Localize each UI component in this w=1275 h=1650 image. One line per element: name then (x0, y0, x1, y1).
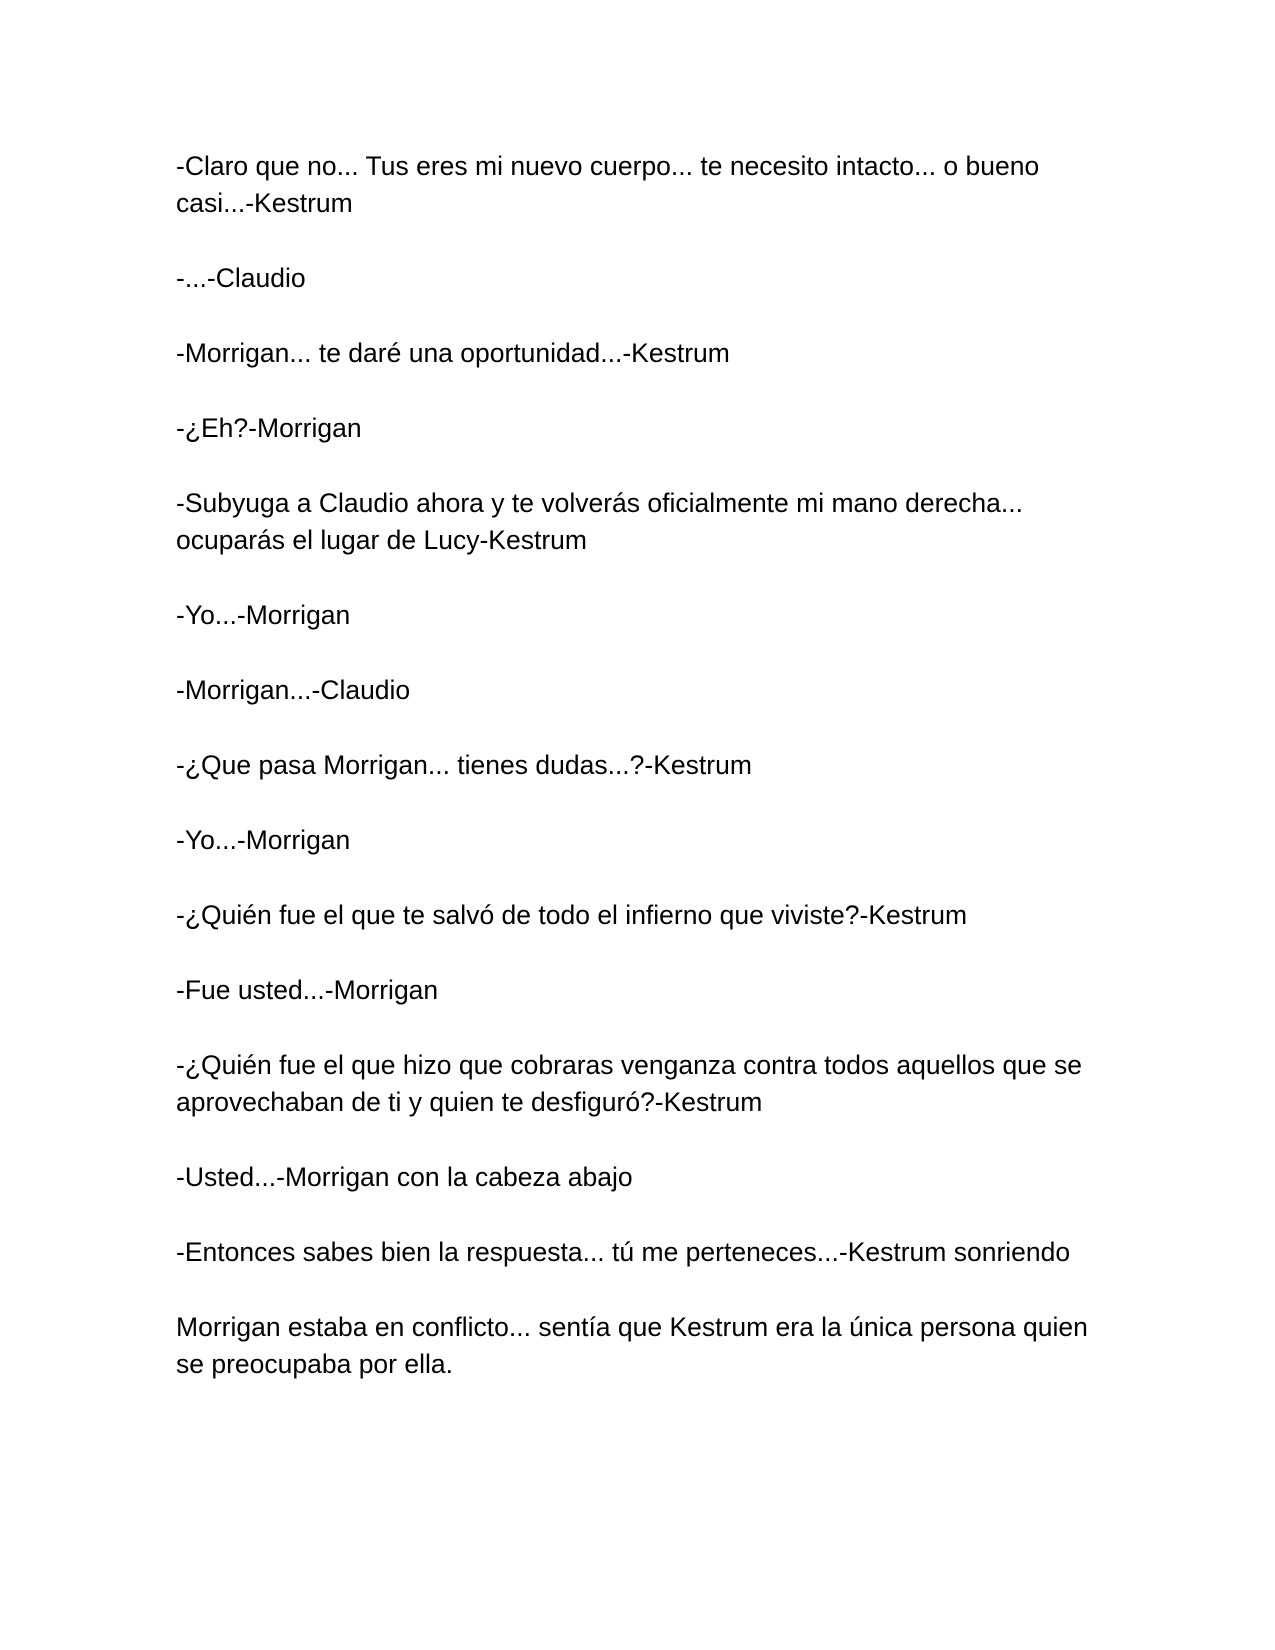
dialogue-line: -Morrigan...-Claudio (176, 675, 411, 705)
dialogue-line: -Entonces sabes bien la respuesta... tú me perteneces...-Kestrum sonriendo (176, 1237, 1071, 1267)
dialogue-line: -Claro que no... Tus eres mi nuevo cuerpo... te necesito intacto... o bueno casi...-Kestrum (176, 151, 1040, 218)
dialogue-line: -Fue usted...-Morrigan (176, 975, 439, 1005)
dialogue-line: -...-Claudio (176, 263, 306, 293)
dialogue-line: -Yo...-Morrigan (176, 825, 351, 855)
dialogue-line: -Usted...-Morrigan con la cabeza abajo (176, 1162, 633, 1192)
dialogue-line: -Morrigan... te daré una oportunidad...-Kestrum (176, 338, 730, 368)
dialogue-line: -¿Eh?-Morrigan (176, 413, 362, 443)
dialogue-line: -Yo...-Morrigan (176, 600, 351, 630)
document-body (176, 148, 1106, 1421)
dialogue-line: -Subyuga a Claudio ahora y te volverás oficialmente mi mano derecha... ocuparás el lugar de Lucy-Kestrum (176, 488, 1023, 555)
dialogue-line: -¿Quién fue el que te salvó de todo el infierno que viviste?-Kestrum (176, 900, 968, 930)
narration-paragraph: Morrigan estaba en conflicto... sentía que Kestrum era la única persona quien se preocupaba por ella. (176, 1312, 1088, 1379)
dialogue-line: -¿Que pasa Morrigan... tienes dudas...?-Kestrum (176, 750, 752, 780)
dialogue-line: -¿Quién fue el que hizo que cobraras venganza contra todos aquellos que se aprovechaban de ti y quien te desfiguró?-Kestrum (176, 1050, 1083, 1117)
